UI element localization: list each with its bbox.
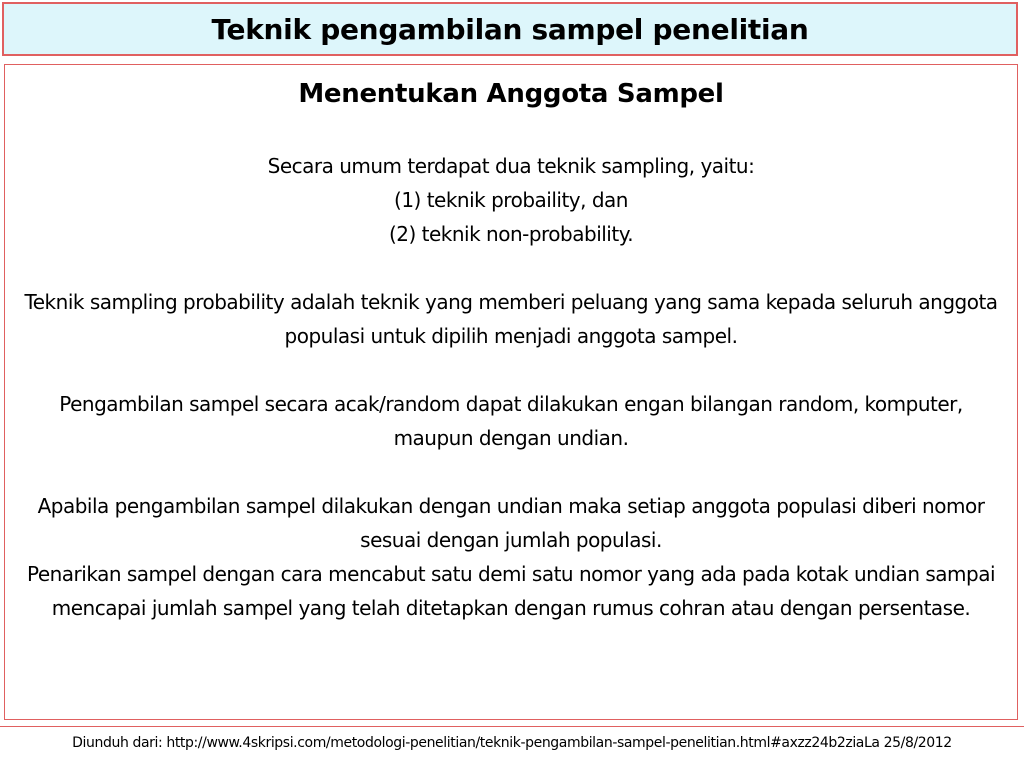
paragraph-random-sampling: Pengambilan sampel secara acak/random dapat dilakukan engan bilangan random, komputer, maupun dengan undian. [59, 392, 963, 450]
intro-line-3: (2) teknik non-probability. [388, 222, 634, 246]
paragraph-lottery-numbering: Apabila pengambilan sampel dilakukan dengan undian maka setiap anggota populasi diberi nomor sesuai dengan jumlah populasi. [37, 494, 985, 552]
spacer [5, 251, 1017, 285]
paragraph-lottery-drawing: Penarikan sampel dengan cara mencabut satu demi satu nomor yang ada pada kotak undian sampai mencapai jumlah sampel yang telah ditetapkan dengan rumus cohran atau dengan persentase. [26, 562, 996, 620]
spacer [5, 353, 1017, 387]
spacer [5, 455, 1017, 489]
content-box [4, 64, 1018, 720]
intro-line-1: Secara umum terdapat dua teknik sampling, yaitu: [267, 154, 755, 178]
footer-source: Diunduh dari: http://www.4skripsi.com/metodologi-penelitian/teknik-pengambilan-sampel-penelitian.html#axzz24b2ziaLa 25/8/2012 [72, 735, 952, 751]
slide-title: Teknik pengambilan sampel penelitian [211, 12, 809, 46]
footer-divider [0, 726, 1024, 727]
paragraph-probability-definition: Teknik sampling probability adalah teknik yang memberi peluang yang sama kepada seluruh anggota populasi untuk dipilih menjadi anggota sampel. [24, 290, 998, 348]
intro-line-2: (1) teknik probaility, dan [394, 188, 628, 212]
title-bar [2, 2, 1018, 56]
spacer [5, 113, 1017, 149]
section-heading: Menentukan Anggota Sampel [298, 79, 724, 109]
